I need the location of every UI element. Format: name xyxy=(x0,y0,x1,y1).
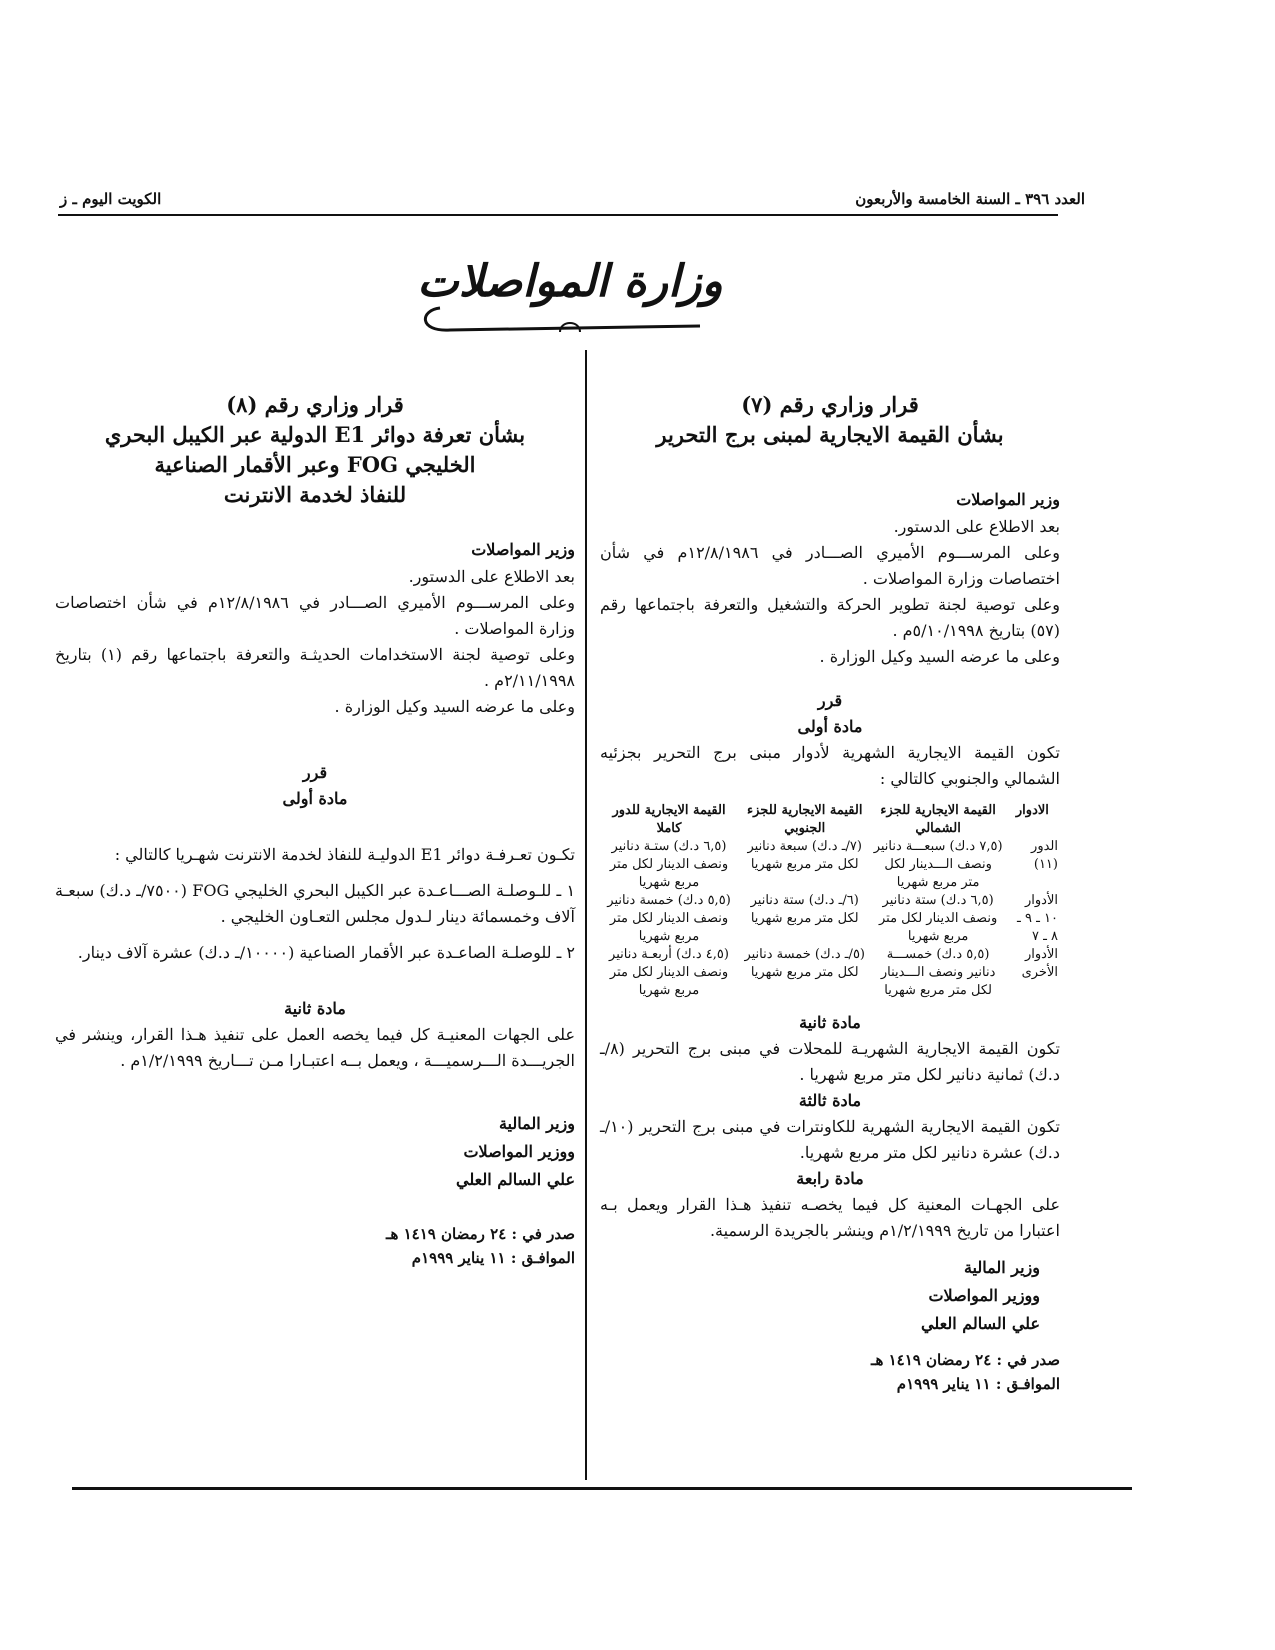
rent-full: (٦,٥ د.ك) ستـة دنانير ونصف الدينار لكل متر مربع شهريا xyxy=(609,839,729,890)
decree-8-preamble-3: وعلى توصية لجنة الاستخدامات الحديثـة والتعرفة باجتماعها رقم (١) بتاريخ ٢/١١/١٩٩٨م . xyxy=(55,645,576,690)
rent-level: الأدوار ١٠ ـ ٩ ـ ٨ ـ ٧ xyxy=(1017,893,1058,944)
decree-8-issued: صدر في : ٢٤ رمضان ١٤١٩ هـ xyxy=(386,1225,575,1243)
decree-8-decided: قرر xyxy=(302,763,328,782)
rent-table-header-cell: القيمة الايجارية للجزء الجنوبي xyxy=(747,803,863,836)
rent-table-header-cell: الادوار xyxy=(1015,803,1049,818)
rent-table xyxy=(600,802,1060,1000)
rent-north: (٦,٥ د.ك) ستة دنانير ونصف الدينار لكل متر مربع شهريا xyxy=(878,893,998,944)
rent-south: (٧/ـ د.ك) سبعة دنانير لكل متر مربع شهريا xyxy=(747,839,862,872)
decree-7-article-3-text: تكون القيمة الايجارية الشهرية للكاونترات في مبنى برج التحرير (١٠/ـ د.ك) عشرة دنانير لكل متر مربع شهريا. xyxy=(600,1117,1060,1162)
decree-7-minister: وزير المواصلات xyxy=(956,490,1060,509)
decree-8-signature xyxy=(425,1110,575,1194)
rent-level: الدور (١١) xyxy=(1031,839,1058,872)
decree-8-article-2-text: على الجهات المعنيـة كل فيما يخصه العمل على تنفيذ هـذا القرار، وينشر في الجريـــدة الـــرسميـــة ، ويعمل بــه اعتبـارا مـن تـــاريخ ١/٢/١٩٩٩م . xyxy=(55,1025,575,1070)
footer-rule xyxy=(72,1487,1132,1490)
decree-7-article-1-title: مادة أولى xyxy=(797,717,863,736)
table-row xyxy=(600,892,1060,946)
rent-full: (٤,٥ د.ك) أربعـة دنانير ونصف الدينار لكل متر مربع شهريا xyxy=(609,947,729,998)
rent-table-header xyxy=(600,802,1060,838)
rent-south: (٦/ـ د.ك) ستة دنانير لكل متر مربع شهريا xyxy=(750,893,859,926)
column-divider xyxy=(585,350,587,1480)
decree-8-article-2-title: مادة ثانية xyxy=(284,999,346,1018)
decree-8 xyxy=(55,390,575,1270)
decree-8-subtitle-2: الخليجي FOG وعبر الأقمار الصناعية xyxy=(154,452,476,477)
decree-7-corresponding: الموافـق : ١١ يناير ١٩٩٩م xyxy=(896,1375,1060,1393)
ministry-logo-text: وزارة المواصلات xyxy=(417,256,723,307)
decree-8-article-1-title: مادة أولى xyxy=(282,789,348,808)
decree-7-sig-3: علي السالم العلي xyxy=(921,1314,1040,1333)
decree-8-item-1: ١ ـ للـوصلـة الصـــاعـدة عبر الكيبل البحري الخليجي FOG (٧٥٠٠/ـ د.ك) سبعـة آلاف وخمسمائة دينار لـدول مجلس التعـاون الخليجي . xyxy=(55,881,576,926)
decree-7-preamble-2: وعلى المرســـوم الأميري الصـــادر في ١٢/٨/١٩٨٦م في شأن اختصاصات وزارة المواصلات . xyxy=(600,543,1060,588)
decree-7-article-3-title: مادة ثالثة xyxy=(798,1091,862,1110)
ministry-logo xyxy=(410,250,730,340)
decree-8-title: قرار وزاري رقم (٨) xyxy=(226,392,404,417)
decree-8-corresponding: الموافـق : ١١ يناير ١٩٩٩م xyxy=(411,1249,575,1267)
issue-number: العدد ٣٩٦ ـ السنة الخامسة والأربعون xyxy=(855,190,1085,208)
rent-table-header-cell: القيمة الايجارية للدور كاملا xyxy=(612,803,726,836)
decree-8-sig-2: ووزير المواصلات xyxy=(463,1142,575,1161)
publication-name: الكويت اليوم ـ ز xyxy=(60,190,162,208)
decree-8-article-1-text: تكـون تعـرفـة دوائر E1 الدوليـة للنفاذ لخدمة الانترنت شهـريا كالتالي : xyxy=(114,845,575,864)
decree-7-decided: قرر xyxy=(817,691,843,710)
decree-8-preamble-2: وعلى المرســـوم الأميري الصـــادر في ١٢/٨/١٩٨٦م في شأن اختصاصات وزارة المواصلات . xyxy=(55,593,575,638)
decree-8-minister: وزير المواصلات xyxy=(471,540,575,559)
rent-full: (٥,٥ د.ك) خمسة دنانير ونصف الدينار لكل متر مربع شهريا xyxy=(607,893,731,944)
decree-7-article-2-text: تكون القيمة الايجارية الشهريـة للمحلات في مبنى برج التحرير (٨/ـ د.ك) ثمانية دنانير لكل متر مربع شهريا . xyxy=(600,1039,1060,1084)
decree-7-preamble-3: وعلى توصية لجنة تطوير الحركة والتشغيل والتعرفة باجتماعها رقم (٥٧) بتاريخ ٥/١٠/١٩٩٨م . xyxy=(600,595,1060,640)
decree-8-preamble-1: بعد الاطلاع على الدستور. xyxy=(408,567,575,586)
decree-8-subtitle-1: بشأن تعرفة دوائر E1 الدولية عبر الكيبل البحري xyxy=(104,422,526,447)
rent-south: (٥/ـ د.ك) خمسة دنانير لكل متر مربع شهريا xyxy=(744,947,865,980)
decree-7-subtitle: بشأن القيمة الايجارية لمبنى برج التحرير xyxy=(656,422,1004,447)
decree-8-subtitle-3: للنفاذ لخدمة الانترنت xyxy=(223,482,407,507)
decree-8-sig-3: علي السالم العلي xyxy=(456,1170,575,1189)
rent-level: الأدوار الأخرى xyxy=(1021,947,1058,980)
decree-7-article-4-text: على الجهـات المعنية كل فيما يخصـه تنفيذ هـذا القرار ويعمل بـه اعتبارا من تاريخ ١/٢/١٩٩٩م وينشر بالجريدة الرسمية. xyxy=(600,1195,1060,1240)
decree-7-article-1-text: تكون القيمة الايجارية الشهرية لأدوار مبنى برج التحرير بجزئيه الشمالي والجنوبي كالتالي : xyxy=(600,743,1060,788)
decree-7-article-2-title: مادة ثانية xyxy=(799,1013,861,1032)
header-rule xyxy=(58,214,1058,216)
decree-7-preamble-4: وعلى ما عرضه السيد وكيل الوزارة . xyxy=(819,647,1060,666)
decree-7-issued: صدر في : ٢٤ رمضان ١٤١٩ هـ xyxy=(871,1351,1060,1369)
decree-7 xyxy=(600,390,1060,1396)
decree-7-article-4-title: مادة رابعة xyxy=(796,1169,864,1188)
decree-8-preamble-4: وعلى ما عرضه السيد وكيل الوزارة . xyxy=(334,697,575,716)
table-row xyxy=(600,838,1060,892)
table-row xyxy=(600,946,1060,1000)
decree-7-title: قرار وزاري رقم (٧) xyxy=(741,392,919,417)
rent-table-header-cell: القيمة الايجارية للجزء الشمالي xyxy=(880,803,996,836)
rent-north: (٥,٥ د.ك) خمســـة دنانير ونصف الـــدينار لكل متر مربع شهريا xyxy=(880,947,996,998)
decree-7-preamble-1: بعد الاطلاع على الدستور. xyxy=(893,517,1060,536)
decree-7-sig-2: ووزير المواصلات xyxy=(928,1286,1040,1305)
decree-8-sig-1: وزير المالية xyxy=(498,1114,575,1133)
decree-7-sig-1: وزير المالية xyxy=(963,1258,1040,1277)
rent-north: (٧,٥ د.ك) سبعـــة دنانير ونصف الـــدينار لكل متر مربع شهريا xyxy=(873,839,1003,890)
decree-7-signature xyxy=(600,1254,1060,1338)
decree-8-item-2: ٢ ـ للوصلـة الصاعـدة عبر الأقمار الصناعية (١٠٠٠٠/ـ د.ك) عشرة آلاف دينار. xyxy=(77,943,575,962)
